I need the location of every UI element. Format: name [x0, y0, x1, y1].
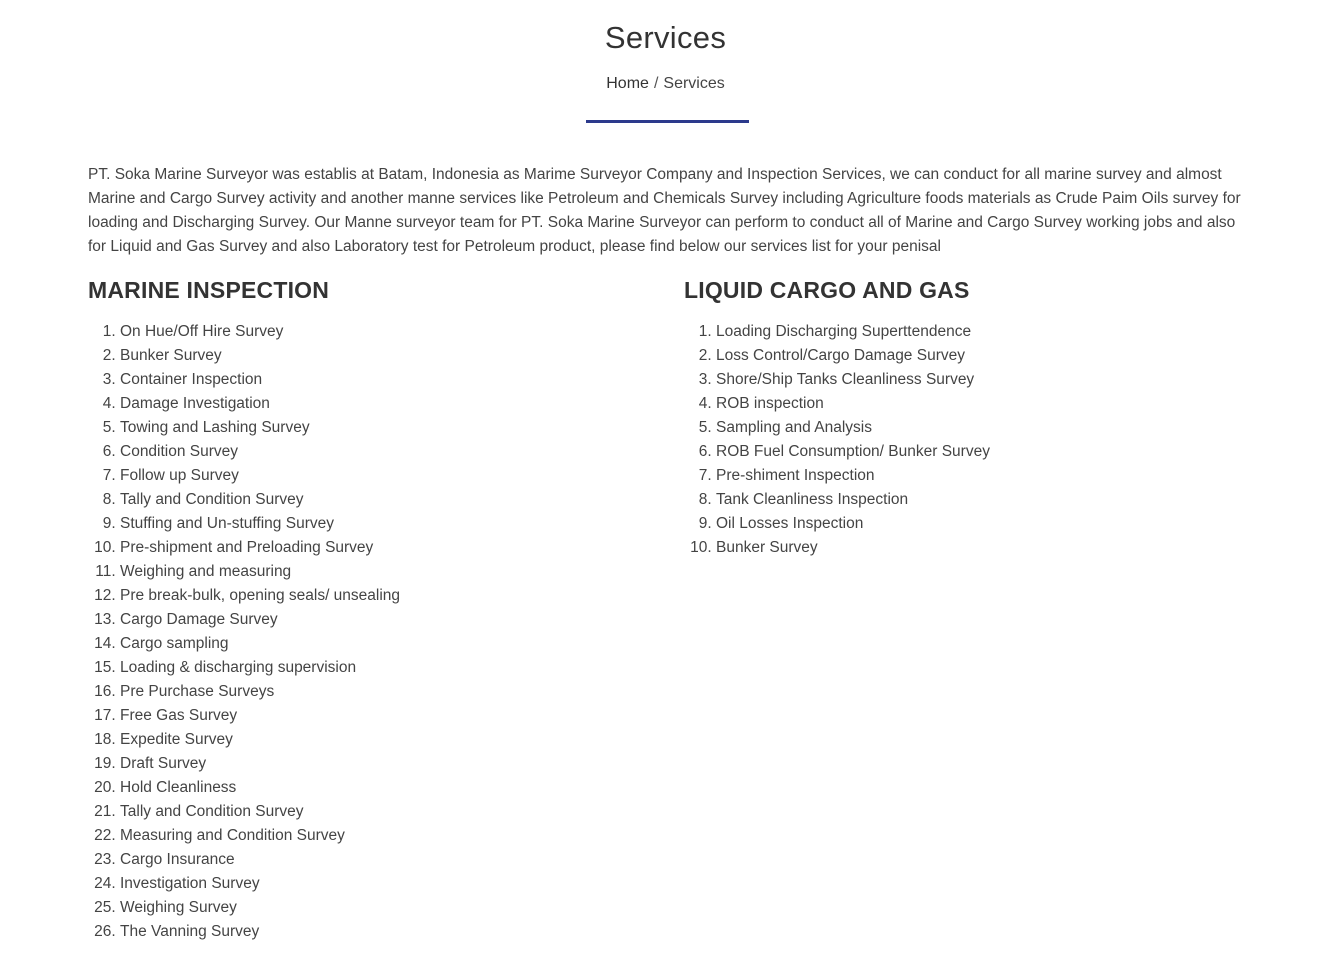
breadcrumb-separator: /: [653, 75, 659, 92]
marine-inspection-heading: MARINE INSPECTION: [88, 277, 330, 303]
liquid-cargo-list: [684, 320, 1244, 560]
list-item: 12. Pre break-bulk, opening seals/ unsealing: [120, 584, 648, 608]
list-item: 24. Investigation Survey: [120, 872, 648, 896]
list-item: 16. Pre Purchase Surveys: [120, 680, 648, 704]
list-item: 26. The Vanning Survey: [120, 920, 648, 944]
breadcrumb-home-link[interactable]: Home: [606, 75, 649, 92]
list-item: 23. Cargo Insurance: [120, 848, 648, 872]
marine-inspection-section: [88, 274, 648, 944]
list-item: 9. Oil Losses Inspection: [716, 512, 1244, 536]
list-item: 6. Condition Survey: [120, 440, 648, 464]
list-item: 3. Container Inspection: [120, 368, 648, 392]
list-item: 11. Weighing and measuring: [120, 560, 648, 584]
list-item: 18. Expedite Survey: [120, 728, 648, 752]
marine-inspection-list: [88, 320, 648, 944]
list-item: 15. Loading & discharging supervision: [120, 656, 648, 680]
list-item: 3. Shore/Ship Tanks Cleanliness Survey: [716, 368, 1244, 392]
list-item: 2. Bunker Survey: [120, 344, 648, 368]
breadcrumb: [0, 73, 1331, 95]
list-item: 13. Cargo Damage Survey: [120, 608, 648, 632]
list-item: 9. Stuffing and Un-stuffing Survey: [120, 512, 648, 536]
list-item: 21. Tally and Condition Survey: [120, 800, 648, 824]
list-item: 19. Draft Survey: [120, 752, 648, 776]
breadcrumb-current: Services: [663, 75, 725, 92]
list-item: 7. Pre-shiment Inspection: [716, 464, 1244, 488]
liquid-cargo-section: [684, 274, 1244, 560]
list-item: 1. On Hue/Off Hire Survey: [120, 320, 648, 344]
page-title: Services: [604, 20, 727, 55]
list-item: 7. Follow up Survey: [120, 464, 648, 488]
list-item: 10. Bunker Survey: [716, 536, 1244, 560]
liquid-cargo-heading: LIQUID CARGO AND GAS: [684, 277, 970, 303]
list-item: 14. Cargo sampling: [120, 632, 648, 656]
list-item: 2. Loss Control/Cargo Damage Survey: [716, 344, 1244, 368]
list-item: 17. Free Gas Survey: [120, 704, 648, 728]
list-item: 5. Sampling and Analysis: [716, 416, 1244, 440]
list-item: 22. Measuring and Condition Survey: [120, 824, 648, 848]
list-item: 1. Loading Discharging Superttendence: [716, 320, 1244, 344]
list-item: 6. ROB Fuel Consumption/ Bunker Survey: [716, 440, 1244, 464]
list-item: 25. Weighing Survey: [120, 896, 648, 920]
list-item: 8. Tally and Condition Survey: [120, 488, 648, 512]
list-item: 5. Towing and Lashing Survey: [120, 416, 648, 440]
list-item: 4. ROB inspection: [716, 392, 1244, 416]
intro-paragraph: PT. Soka Marine Surveyor was establis at Batam, Indonesia as Marime Surveyor Company and Inspection Services, we can conduct for all marine survey and almost Marine and Cargo Survey activity and another manne services like Petroleum and Chemicals Survey including Agriculture foods materials as Crude Paim Oils survey for loading and Discharging Survey. Our Manne surveyor team for PT. Soka Marine Surveyor can perform to conduct all of Marine and Cargo Survey working jobs and also for Liquid and Gas Survey and also Laboratory test for Petroleum product, please find below our services list for your penisal: [88, 166, 1241, 255]
list-item: 8. Tank Cleanliness Inspection: [716, 488, 1244, 512]
list-item: 10. Pre-shipment and Preloading Survey: [120, 536, 648, 560]
list-item: 20. Hold Cleanliness: [120, 776, 648, 800]
list-item: 4. Damage Investigation: [120, 392, 648, 416]
title-underline-divider: [586, 120, 749, 123]
